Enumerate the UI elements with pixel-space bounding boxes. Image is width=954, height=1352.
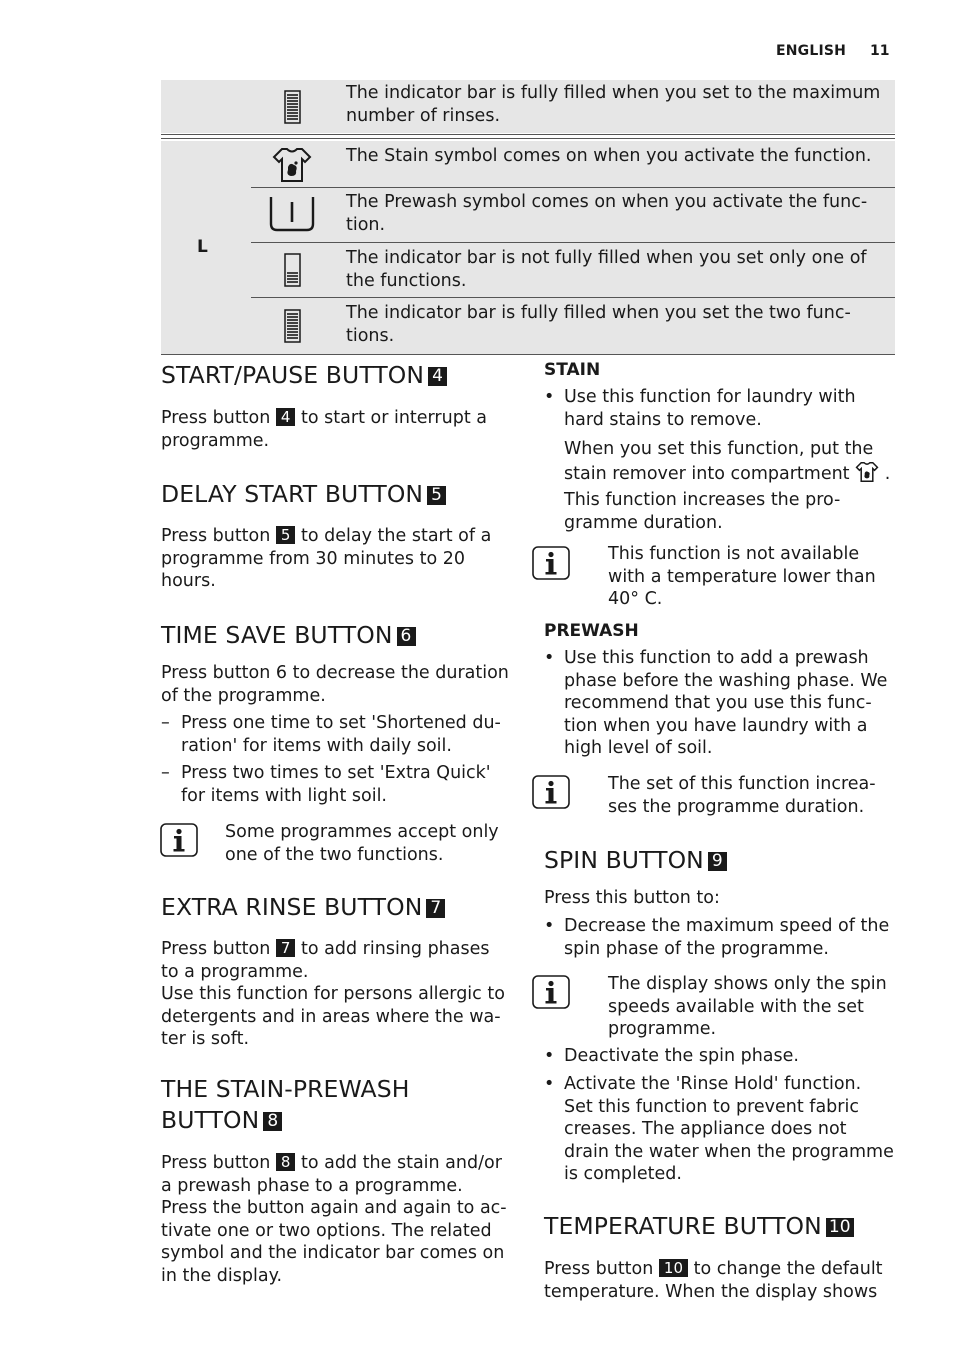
text: ses the programme duration. [608, 796, 865, 817]
table-row-text: The indicator bar is not fully filled when you set only one of the functions. [346, 248, 867, 291]
heading-text: BUTTON [161, 1106, 260, 1134]
section-heading-temperature [544, 1211, 854, 1242]
indicator-bar-partial-icon [284, 253, 301, 294]
heading-text: DELAY START BUTTON [161, 480, 424, 508]
button-number-badge: 4 [276, 408, 296, 426]
list-item [161, 712, 521, 760]
text: Press one time to set 'Shortened du- [181, 713, 501, 733]
bullet-marker: • [544, 1074, 555, 1094]
text: When you set this function, put the [564, 439, 874, 459]
info-note [608, 543, 898, 611]
text: Press button [161, 1153, 271, 1173]
prewash-tub-icon [268, 194, 316, 241]
text: temperature. When the display shows [544, 1281, 878, 1302]
text: programme from 30 minutes to 20 [161, 548, 465, 569]
section-heading-spin [544, 845, 727, 876]
button-number-badge: 10 [826, 1218, 854, 1237]
info-icon [532, 975, 570, 1009]
dash-marker: – [161, 713, 170, 733]
text: This function increases the pro- [564, 490, 841, 510]
dash-marker: – [161, 763, 170, 783]
list-item [161, 762, 521, 810]
section-heading-time-save [161, 620, 416, 651]
heading-text: START/PAUSE BUTTON [161, 361, 425, 389]
info-icon [532, 546, 570, 580]
text: a prewash phase to a programme. [161, 1175, 463, 1196]
text: Activate the 'Rinse Hold' function. [564, 1074, 862, 1094]
text: is completed. [564, 1164, 682, 1184]
section-heading-stain-prewash [161, 1074, 410, 1136]
text: ter is soft. [161, 1029, 250, 1049]
text: to delay the start of a [301, 526, 492, 546]
text: spin phase of the programme. [564, 938, 829, 959]
info-note [225, 821, 515, 866]
text: Press button [161, 939, 271, 959]
text: Some programmes accept only [225, 822, 499, 842]
text: to a programme. [161, 961, 309, 982]
heading-text: EXTRA RINSE BUTTON [161, 893, 423, 921]
table-row-text: The Stain symbol comes on when you activate the function. [346, 146, 872, 166]
text: to start or interrupt a [301, 408, 487, 428]
text: tion when you have laundry with a [564, 715, 868, 736]
table-row-text: The indicator bar is fully filled when you set the two func-tions. [346, 303, 851, 346]
text: Press button [161, 408, 271, 428]
section-heading-start-pause [161, 360, 447, 391]
button-number-badge: 9 [708, 852, 727, 871]
text: to change the default [693, 1259, 883, 1279]
table-row-label: L [197, 237, 208, 257]
text: one of the two functions. [225, 844, 444, 865]
table-row-text: The Prewash symbol comes on when you activate the func-tion. [346, 192, 868, 235]
bullet-marker: • [544, 387, 555, 407]
stain-detail-text [564, 438, 894, 534]
table-divider [161, 138, 895, 139]
text: speeds available with the set [608, 996, 864, 1017]
text [564, 647, 887, 760]
section-heading-delay-start [161, 479, 446, 510]
bullet-marker: • [544, 648, 555, 668]
text: of the programme. [161, 685, 326, 706]
info-note [608, 773, 898, 818]
text [564, 386, 856, 431]
text: Deactivate the spin phase. [564, 1046, 799, 1066]
subheading-stain: STAIN [544, 360, 601, 380]
indicator-bar-full-icon [284, 309, 301, 350]
text: hard stains to remove. [564, 409, 762, 430]
text: high level of soil. [564, 738, 713, 758]
text: . [884, 463, 891, 484]
page-number: 11 [870, 43, 890, 59]
button-number-badge: 8 [276, 1153, 296, 1171]
text: Set this function to prevent fabric [564, 1096, 859, 1117]
temperature-text [544, 1258, 904, 1303]
list-item [544, 647, 894, 762]
button-number-badge: 7 [426, 899, 445, 918]
indicator-bar-full-icon [284, 90, 301, 131]
button-number-badge: 5 [427, 486, 446, 505]
stain-prewash-text [161, 1152, 521, 1287]
subheading-prewash: PREWASH [544, 621, 639, 641]
text: Press button [161, 526, 271, 546]
text: The set of this function increa- [608, 774, 876, 794]
list-item [544, 1073, 904, 1188]
text: Use this function for laundry with [564, 387, 856, 407]
header-language: ENGLISH [776, 43, 847, 59]
spin-intro: Press this button to: [544, 888, 720, 908]
heading-text: SPIN BUTTON [544, 846, 704, 874]
time-save-text [161, 662, 521, 707]
heading-text: TEMPERATURE BUTTON [544, 1212, 822, 1240]
text: phase before the washing phase. We [564, 670, 888, 691]
info-note [608, 973, 898, 1041]
button-number-badge: 8 [263, 1112, 282, 1131]
text: ration' for items with daily soil. [181, 735, 452, 756]
text: Press the button again and again to ac- [161, 1198, 507, 1218]
table-row-text: The indicator bar is fully filled when you set to the maximum number of rinses. [346, 83, 881, 126]
button-number-badge: 7 [276, 939, 296, 957]
info-icon [532, 775, 570, 809]
text: tivate one or two options. The related [161, 1220, 492, 1241]
button-number-badge: 5 [276, 526, 296, 544]
button-number-badge: 4 [428, 367, 447, 386]
text: to add rinsing phases [301, 939, 490, 959]
text: The display shows only the spin [608, 974, 887, 994]
text: 40° C. [608, 589, 663, 609]
table-divider [161, 354, 895, 355]
text: programme. [608, 1019, 717, 1039]
stain-compartment-icon [855, 461, 879, 490]
text: to add the stain and/or [301, 1153, 502, 1173]
text: recommend that you use this func- [564, 693, 872, 713]
text: with a temperature lower than [608, 566, 876, 587]
text: creases. The appliance does not [564, 1119, 847, 1139]
table-divider [251, 297, 895, 298]
list-item [544, 386, 894, 434]
heading-text: THE STAIN-PREWASH [161, 1075, 410, 1103]
text: gramme duration. [564, 512, 723, 533]
table-divider [251, 187, 895, 188]
bullet-marker: • [544, 916, 555, 936]
table-divider [161, 134, 895, 135]
text: stain remover into compartment [564, 463, 850, 484]
text: Decrease the maximum speed of the [564, 916, 890, 936]
text: Use this function for persons allergic to [161, 984, 505, 1004]
text [181, 762, 491, 807]
text: Press button 6 to decrease the duration [161, 663, 509, 683]
text: drain the water when the programme [564, 1141, 894, 1162]
table-divider [251, 242, 895, 243]
text: hours. [161, 571, 216, 591]
text: detergents and in areas where the wa- [161, 1006, 501, 1027]
text [564, 915, 889, 960]
text: in the display. [161, 1265, 283, 1286]
button-number-badge: 10 [659, 1259, 688, 1277]
text: This function is not available [608, 544, 860, 564]
text [564, 1073, 894, 1186]
text: for items with light soil. [181, 785, 387, 806]
text: programme. [161, 430, 270, 451]
button-number-badge: 6 [397, 627, 416, 646]
info-icon [160, 823, 198, 857]
list-item [544, 1045, 894, 1069]
delay-start-text [161, 525, 511, 593]
list-item [544, 915, 894, 963]
text: Press two times to set 'Extra Quick' [181, 763, 491, 783]
text: Press button [544, 1259, 654, 1279]
bullet-marker: • [544, 1046, 555, 1066]
text: Use this function to add a prewash [564, 648, 869, 668]
start-pause-text [161, 407, 511, 452]
text [181, 712, 501, 757]
text: symbol and the indicator bar comes on [161, 1243, 505, 1263]
stain-shirt-icon [272, 146, 312, 191]
section-heading-extra-rinse [161, 892, 445, 923]
heading-text: TIME SAVE BUTTON [161, 621, 393, 649]
extra-rinse-text [161, 938, 521, 1051]
